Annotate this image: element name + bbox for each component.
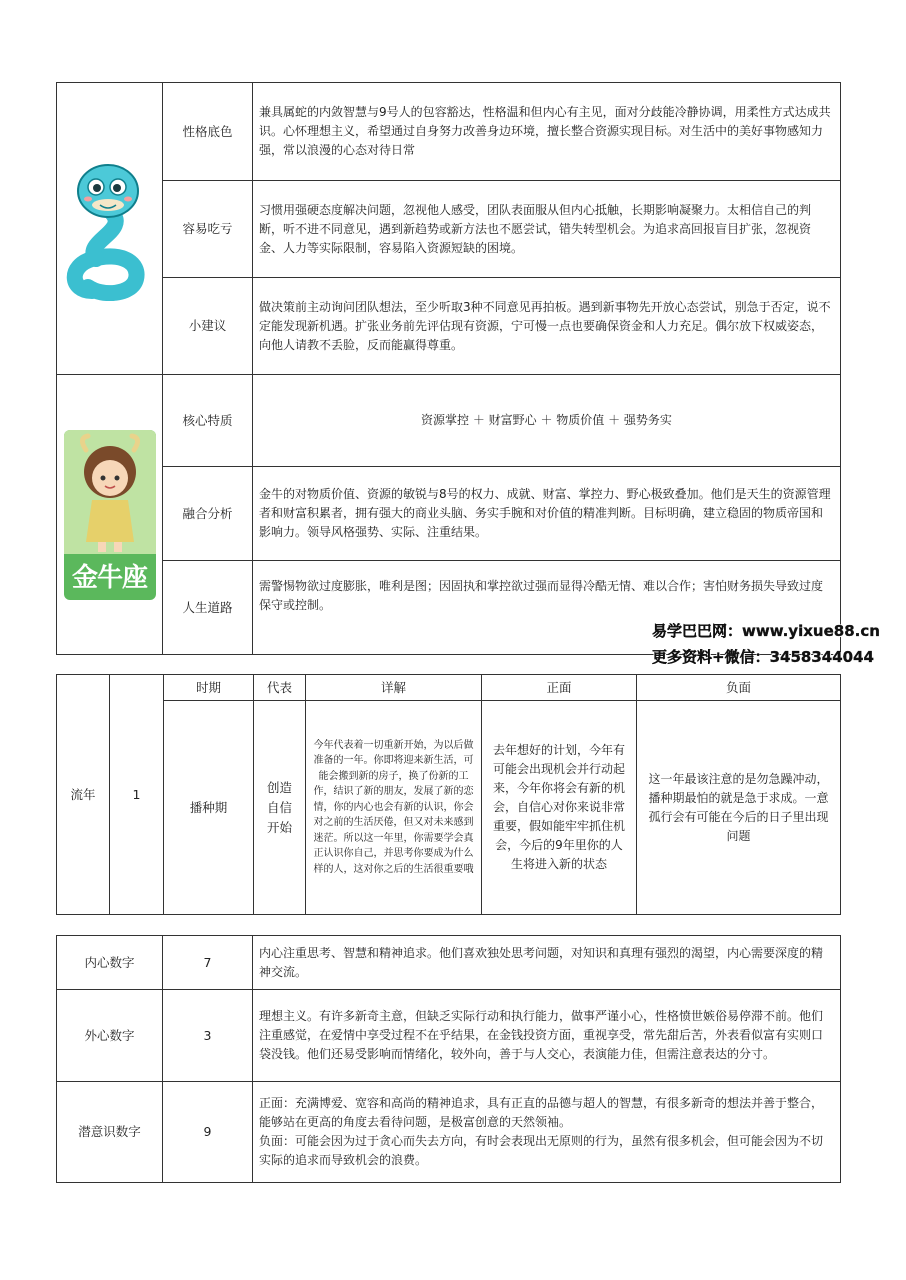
liunian-represent: 创造 自信 开始	[254, 701, 306, 915]
number-row-text: 内心注重思考、智慧和精神追求。他们喜欢独处思考问题，对知识和真理有强烈的渴望，内心需要深度的精神交流。	[253, 936, 841, 990]
taurus-row-text: 资源掌控 ＋ 财富野心 ＋ 物质价值 ＋ 强势务实	[253, 375, 841, 467]
number-row-value: 9	[163, 1082, 253, 1183]
number-row-label: 内心数字	[57, 936, 163, 990]
header-negative: 负面	[637, 675, 841, 701]
taurus-row-label: 融合分析	[163, 467, 253, 561]
header-period: 时期	[164, 675, 254, 701]
snake-row-text: 兼具属蛇的内敛智慧与9号人的包容豁达，性格温和但内心有主见，面对分歧能冷静协调，用柔性方式达成共识。心怀理想主义，希望通过自身努力改善身边环境，擅长整合资源实现目标。对生活中的美好事物感知力强，常以浪漫的心态对待日常	[253, 83, 841, 181]
snake-row-label: 小建议	[163, 278, 253, 375]
taurus-girl-illustration	[64, 430, 156, 554]
liunian-negative: 这一年最该注意的是勿急躁冲动，播种期最怕的就是急于求成。一意孤行会有可能在今后的日子里出现问题	[637, 701, 841, 915]
taurus-row-text: 金牛的对物质价值、资源的敏锐与8号的权力、成就、财富、掌控力、野心极致叠加。他们是天生的资源管理者和财富积累者，拥有强大的商业头脑、务实手腕和对价值的精准判断。目标明确，建立稳固的物质帝国和影响力。领导风格强势、实际、注重结果。	[253, 467, 841, 561]
snake-row-label: 容易吃亏	[163, 181, 253, 278]
watermark	[652, 618, 902, 670]
number-row-label: 潜意识数字	[57, 1082, 163, 1183]
liunian-positive: 去年想好的计划，今年有可能会出现机会并行动起来，今年你将会有新的机会，自信心对你来说非常重要，假如能牢牢抓住机会，今后的9年里你的人生将进入新的状态	[482, 701, 637, 915]
taurus-row-text: 需警惕物欲过度膨胀，唯利是图；因固执和掌控欲过强而显得冷酷无情、难以合作；害怕财务损失导致过度保守或控制。	[253, 561, 841, 655]
taurus-logo	[64, 430, 156, 600]
liunian-header-row	[57, 675, 841, 701]
taurus-row-label: 核心特质	[163, 375, 253, 467]
taurus-logo-text: 金牛座	[71, 562, 147, 593]
header-represent: 代表	[254, 675, 306, 701]
snake-illustration	[62, 151, 158, 301]
taurus-row-label: 人生道路	[163, 561, 253, 655]
header-detail: 详解	[306, 675, 482, 701]
number-row-value: 3	[163, 990, 253, 1082]
liunian-detail: 今年代表着一切重新开始，为以后做准备的一年。你即将迎来新生活，可能会搬到新的房子，换了份新的工作，结识了新的朋友，发展了新的恋情，你的内心也会有新的认识，你会对之前的生活厌倦，但又对未来感到迷茫。所以这一年里，你需要学会真正认识你自己，并思考你要成为什么样的人，这对你之后的生活很重要哦	[306, 701, 482, 915]
liunian-title: 流年	[57, 675, 110, 915]
number-row-text: 理想主义。有许多新奇主意，但缺乏实际行动和执行能力，做事严谨小心，性格愤世嫉俗易停滞不前。他们注重感觉，在爱情中享受过程不在乎结果，在金钱投资方面，重视享受，常先甜后苦，外表看似富有实则口袋没钱。他们还易受影响而情绪化，较外向，善于与人交心，表演能力佳，但需注意表达的分寸。	[253, 990, 841, 1082]
snake-row-text: 做决策前主动询问团队想法，至少听取3种不同意见再拍板。遇到新事物先开放心态尝试，别急于否定，说不定能发现新机遇。扩张业务前先评估现有资源，宁可慢一点也要确保资金和人力充足。偶尔放下权威姿态，向他人请教不丢脸，反而能赢得尊重。	[253, 278, 841, 375]
number-row-value: 7	[163, 936, 253, 990]
snake-image-cell	[57, 83, 163, 375]
number-row-text: 正面：充满博爱、宽容和高尚的精神追求，具有正直的品德与超人的智慧，有很多新奇的想法并善于整合，能够站在更高的角度去看待问题，是极富创意的天然领袖。 负面：可能会因为过于贪心而失去方向，有时会表现出无原则的行为，虽然有很多机会，但可能会因为不切实际的追求而导致机会的浪费。	[253, 1082, 841, 1183]
liunian-table	[56, 674, 841, 915]
taurus-image-cell	[57, 375, 163, 655]
liunian-period: 播种期	[164, 701, 254, 915]
watermark-line1: 易学巴巴网：www.yixue88.cn	[652, 622, 880, 640]
snake-row-text: 习惯用强硬态度解决问题，忽视他人感受，团队表面服从但内心抵触，长期影响凝聚力。太相信自己的判断，听不进不同意见，遇到新趋势或新方法也不愿尝试，错失转型机会。为追求高回报盲目扩张，忽视资金、人力等实际限制，容易陷入资源短缺的困境。	[253, 181, 841, 278]
numbers-table	[56, 935, 841, 1183]
header-positive: 正面	[482, 675, 637, 701]
liunian-number: 1	[110, 675, 164, 915]
watermark-line2: 更多资料+微信：3458344044	[652, 648, 874, 666]
zodiac-table	[56, 82, 841, 655]
number-row-label: 外心数字	[57, 990, 163, 1082]
snake-row-label: 性格底色	[163, 83, 253, 181]
